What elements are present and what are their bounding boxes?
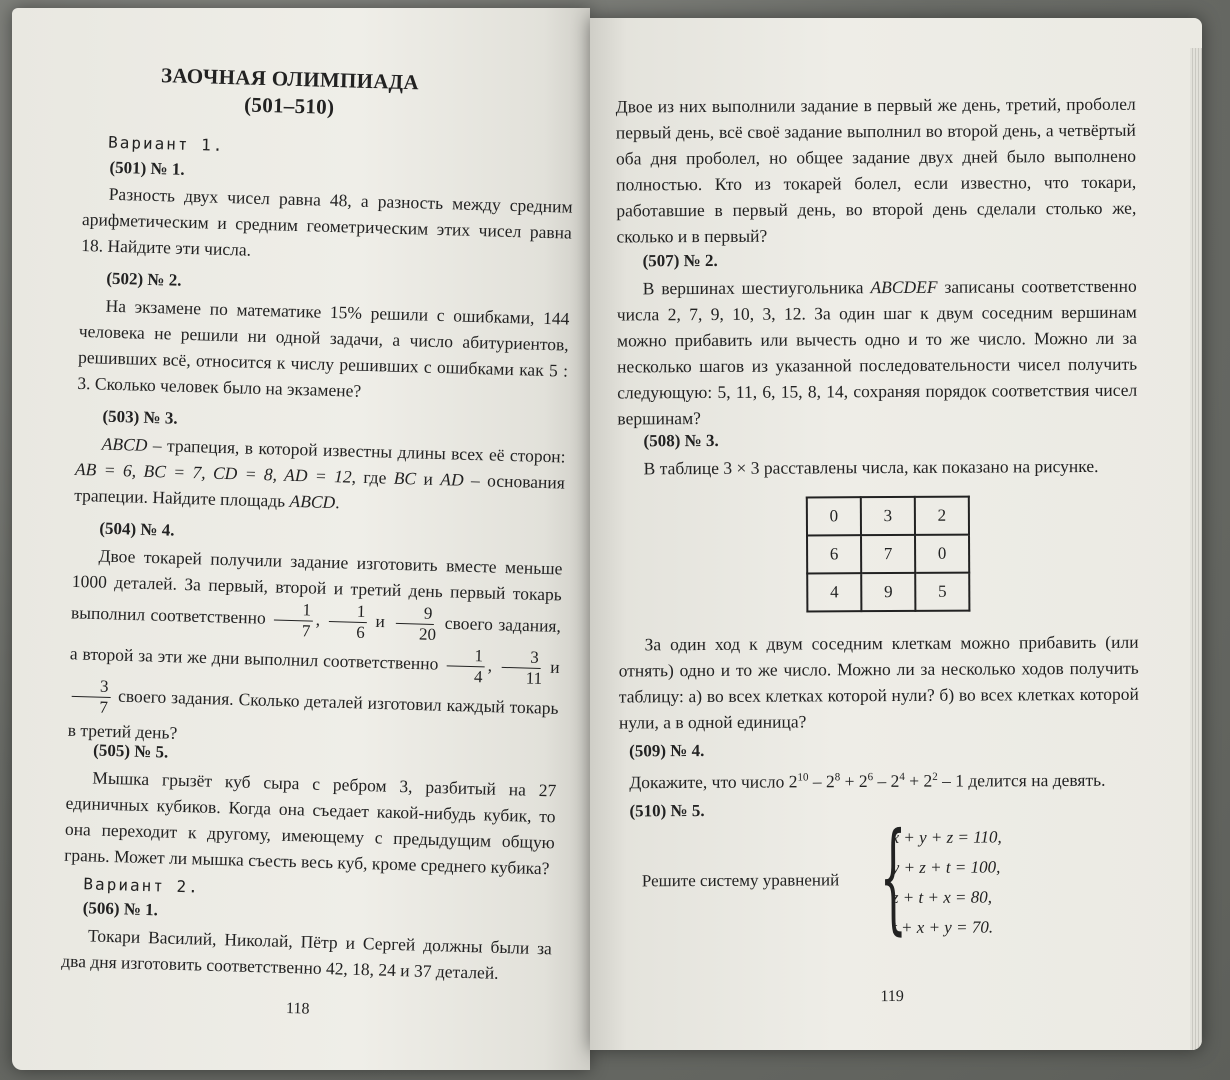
- problem-507-number: (507) № 2.: [642, 250, 718, 271]
- problem-501-text: Разность двух чисел равна 48, а разность между средним арифметическим и средним геометрическим этих чисел равна 18. Найдите эти числа.: [81, 183, 573, 260]
- page-number-119: 119: [880, 987, 904, 1006]
- fraction-numerator: 3: [502, 647, 541, 669]
- problem-507-text-b: записаны соответственно числа 2, 7, 9, 10, 3, 12. За один шаг к двум соседним вершинам можно прибавить или вычесть одно и то же число. Можно ли за несколько шагов из указанной последовательности чисел получить следующую: 5, 11, 6, 15, 8, 14, сохраняя порядок соответствия чисел вершинам?: [616, 275, 1138, 429]
- grid-cell: 9: [861, 573, 915, 611]
- ad-label: AD: [440, 469, 464, 490]
- number-grid-3x3: [806, 496, 971, 613]
- grid-cell: 4: [807, 573, 861, 611]
- fraction-3-11: [499, 647, 543, 689]
- title-line-2: (501–510): [243, 92, 335, 119]
- problem-504-text-c: за эти же дни выполнил соответственно: [137, 645, 439, 674]
- problem-509-text-b: – 1 делится на девять.: [937, 769, 1106, 791]
- term: + 2: [904, 770, 933, 791]
- problem-504-text-a: Двое токарей получили задание изготовить вместе меньше 1000 деталей. За первый, второй и третий день первый токарь выполнил соответственно: [70, 545, 563, 628]
- problem-506-text: Токари Василий, Николай, Пётр и Сергей должны были за два дня изготовить соответственно 42, 18, 24 и 37 деталей.: [61, 925, 553, 983]
- problem-504-text-d: своего задания. Сколько деталей изготовил каждый токарь в третий день?: [67, 685, 559, 743]
- page-title: [12, 58, 570, 128]
- equation-3: z + t + x = 80,: [891, 887, 993, 908]
- fraction-9-20: [393, 603, 437, 645]
- fraction-denominator: 7: [99, 697, 109, 717]
- side-lengths: AB = 6, BC = 7, CD = 8, AD = 12: [74, 458, 352, 487]
- problem-505-text: Мышка грызёт куб сыра с ребром 3, разбитый на 27 единичных кубиков. Когда она съедает какой-нибудь кубик, то она переходит к другому, имеющему с предыдущим общую грань. Может ли мышка съесть весь куб, кроме среднего кубика?: [63, 767, 557, 879]
- fraction-1-7: [274, 599, 314, 641]
- problem-505-number: (505) № 5.: [92, 740, 169, 762]
- grid-cell: 7: [861, 535, 915, 573]
- fraction-denominator: 20: [418, 624, 437, 645]
- number-grid-body: [807, 497, 970, 612]
- term: – 2: [873, 770, 900, 791]
- term: + 2: [840, 770, 868, 792]
- problem-509-text: [629, 763, 1149, 796]
- problem-501-number: (501) № 1.: [109, 157, 185, 179]
- variant-1-heading: Вариант 1.: [107, 132, 225, 155]
- grid-row: [807, 497, 969, 536]
- equation-2: y + z + t = 100,: [891, 857, 1001, 878]
- and-word: и: [550, 656, 560, 677]
- problem-503-number: (503) № 3.: [102, 406, 178, 428]
- grid-cell: 3: [861, 497, 915, 535]
- fraction-numerator: 3: [72, 676, 111, 698]
- problem-507-text: [617, 273, 1138, 432]
- exponent: 10: [797, 771, 809, 784]
- fraction-denominator: 7: [301, 621, 311, 641]
- grid-cell: 2: [915, 497, 969, 535]
- grid-cell: 0: [915, 535, 969, 573]
- problem-503-text-a: – трапеция, в которой известны длины всех её сторон:: [147, 434, 566, 467]
- grid-row: [807, 573, 969, 612]
- right-page: [590, 18, 1202, 1050]
- problem-508-number: (508) № 3.: [643, 430, 719, 451]
- fraction-3-7: [71, 676, 111, 718]
- fraction-denominator: 4: [473, 667, 483, 687]
- equation-4: t + x + y = 70.: [892, 917, 994, 938]
- abcd-label-2: ABCD: [289, 490, 336, 513]
- fraction-numerator: 1: [329, 601, 368, 623]
- abcd-label: ABCD: [101, 433, 148, 455]
- exponent: 4: [899, 770, 905, 783]
- problem-504-text-b: своего задания, а второй: [69, 612, 562, 666]
- system-label: Решите систему уравнений: [641, 870, 840, 891]
- fraction-1-4: [446, 645, 486, 687]
- problem-508-intro: В таблице 3 × 3 расставлены числа, как показано на рисунке.: [643, 455, 1099, 479]
- problem-509-number: (509) № 4.: [629, 741, 705, 761]
- grid-cell: 0: [807, 497, 861, 535]
- exponent: 2: [932, 770, 938, 783]
- problem-508-text: За один ход к двум соседним клеткам можно прибавить (или отнять) одно и то же число. Можно ли за несколько ходов получить таблицу: а) во всех клетках которой нули? б) во всех клетках которой нули, а в одной единица?: [618, 631, 1139, 733]
- problem-503-text: [74, 430, 566, 522]
- problem-502-text: На экзамене по математике 15% решили с ошибками, 144 человека не решили ни одной задачи, а число абитуриентов, решивших всё, относится к числу решивших с ошибками как 5 : 3. Сколько человек было на экзамене?: [77, 295, 570, 401]
- fraction-numerator: 9: [396, 603, 435, 625]
- problem-503-text-c: – основания трапеции. Найдите площадь: [74, 469, 566, 511]
- left-page: [12, 8, 590, 1070]
- fraction-1-6: [328, 601, 368, 643]
- problem-504-number: (504) № 4.: [99, 518, 175, 540]
- grid-row: [807, 535, 969, 574]
- problem-503-text-b: , где: [351, 466, 395, 488]
- exponent: 8: [834, 771, 841, 784]
- exponent: 6: [867, 771, 874, 784]
- problem-502-number: (502) № 2.: [106, 268, 182, 290]
- problem-503-and: и: [415, 468, 441, 490]
- grid-cell: 6: [807, 535, 861, 573]
- term: – 2: [808, 771, 835, 792]
- problem-507-text-a: В вершинах шестиугольника: [642, 277, 871, 299]
- fraction-denominator: 11: [525, 668, 543, 688]
- title-line-1: ЗАОЧНАЯ ОЛИМПИАДА: [160, 63, 420, 95]
- fraction-denominator: 6: [355, 622, 366, 643]
- problem-510-number: (510) № 5.: [629, 801, 705, 821]
- variant-2-heading: Вариант 2.: [83, 874, 201, 897]
- grid-cell: 5: [915, 573, 969, 611]
- bc-label: BC: [393, 467, 417, 489]
- problem-506-number: (506) № 1.: [82, 898, 159, 920]
- hexagon-label: ABCDEF: [870, 276, 938, 298]
- problem-503-end: .: [334, 492, 340, 513]
- fraction-numerator: 1: [446, 645, 485, 667]
- problem-509-text-a: Докажите, что число 2: [629, 771, 798, 793]
- page-number-118: 118: [285, 999, 310, 1018]
- problem-506-continuation: Двое из них выполнили задание в первый же день, третий, проболел первый день, всё своё задание выполнил во второй день, а четвёртый оба дня проболел, но общее задание двух дней было выполнено полностью. Кто из токарей болел, если известно, что токари, работавшие в первый день, во второй день сделали столько же, сколько и в первый?: [615, 93, 1137, 247]
- and-word: и: [375, 610, 386, 632]
- system-brace-icon: {: [879, 807, 907, 948]
- equation-1: x + y + z = 110,: [891, 827, 1002, 848]
- fraction-numerator: 1: [274, 599, 313, 621]
- problem-504-text: Двое токарей получили задание изготовить вместе меньше 1000 деталей. За первый, второй и третий день первый токарь выполнил соответственно $\frac{1}{7}$ , $\frac{1}{6}$ и $\frac{9}{20}$ своего задания, а второй за эти же дни выполнил соответственно $\frac{1}{4}$ , $\frac{3}{11}$ и $\frac{3}{7}$ своего задания. Сколько деталей изготовил каждый токарь в третий день?: [67, 545, 563, 743]
